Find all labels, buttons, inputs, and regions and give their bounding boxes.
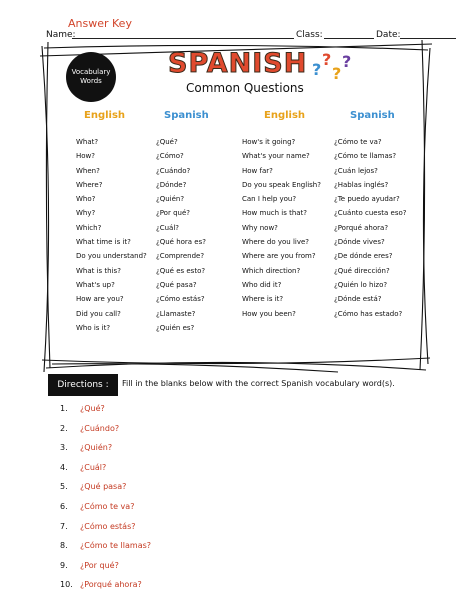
english-phrase: Who did it? — [242, 280, 282, 289]
answer-number: 4. — [60, 462, 68, 472]
directions-label: Directions : — [57, 380, 109, 390]
answer-number: 3. — [60, 443, 68, 453]
english-phrase: How far? — [242, 166, 273, 175]
spanish-phrase: ¿Hablas inglés? — [334, 180, 389, 189]
answer-item — [60, 502, 134, 511]
spanish-phrase: ¿Dónde? — [156, 180, 187, 189]
english-phrase: What's your name? — [242, 152, 310, 161]
english-phrase: Why? — [76, 209, 96, 218]
spanish-phrase: ¿Llamaste? — [156, 309, 196, 318]
spanish-phrase: ¿Qué? — [156, 138, 178, 146]
answer-number: 2. — [60, 423, 68, 433]
directions-text: Fill in the blanks below with the correct Spanish vocabulary word(s). — [122, 379, 395, 388]
english-phrase: Who? — [76, 195, 96, 204]
name-label: Name: — [46, 30, 76, 40]
spanish-phrase: ¿Quién lo hizo? — [334, 280, 388, 289]
english-phrase: How? — [76, 152, 95, 161]
answer-item — [60, 443, 112, 452]
spanish-phrase: ¿Porqué ahora? — [334, 223, 389, 232]
answer-number: 1. — [60, 404, 68, 413]
english-phrase: What's up? — [76, 280, 115, 289]
answer-text: ¿Por qué? — [80, 560, 119, 570]
answer-number: 9. — [60, 560, 68, 570]
answer-text: ¿Cuál? — [80, 462, 107, 472]
date-label: Date: — [376, 30, 401, 40]
answer-item — [60, 482, 126, 491]
spanish-phrase: ¿Cuál? — [156, 223, 179, 232]
answer-text: ¿Qué pasa? — [80, 482, 127, 492]
spanish-phrase: ¿Qué hora es? — [156, 238, 206, 247]
english-phrase: What? — [76, 138, 99, 146]
english-phrase: Do you speak English? — [242, 180, 321, 189]
english-phrase: Which? — [76, 223, 102, 232]
answer-number: 10. — [60, 580, 73, 590]
answer-text: ¿Cómo te va? — [80, 502, 135, 511]
spanish-phrase: ¿Quién es? — [156, 323, 195, 332]
spanish-phrase: ¿De dónde eres? — [334, 252, 393, 261]
english-phrase: Can I help you? — [242, 195, 297, 204]
answer-text: ¿Cómo estás? — [80, 521, 136, 531]
answer-text: ¿Cómo te llamas? — [80, 541, 152, 551]
spanish-phrase: ¿Dónde vives? — [334, 238, 385, 247]
answer-item — [60, 580, 142, 589]
col2-english-heading: English — [264, 110, 306, 121]
directions-label-box — [48, 374, 118, 396]
spanish-phrase: ¿Qué pasa? — [156, 280, 197, 289]
english-phrase: Did you call? — [76, 309, 121, 318]
english-phrase: Which direction? — [242, 266, 301, 275]
english-phrase: Where are you from? — [242, 252, 316, 261]
vocabulary-words-badge — [66, 52, 116, 102]
spanish-phrase: ¿Cómo te va? — [334, 138, 382, 146]
answer-number: 5. — [60, 482, 68, 492]
spanish-phrase: ¿Cómo? — [156, 152, 184, 161]
english-phrase: What time is it? — [76, 238, 131, 247]
answer-text: ¿Qué? — [80, 404, 105, 413]
col2-spanish-list — [334, 135, 406, 321]
spanish-phrase: ¿Dónde está? — [334, 295, 382, 304]
badge-line-2: Words — [80, 77, 102, 85]
answer-item — [60, 404, 105, 413]
spanish-phrase: ¿Te puedo ayudar? — [334, 195, 400, 204]
english-phrase: How are you? — [76, 295, 124, 304]
spanish-phrase: ¿Cuánto cuesta eso? — [334, 209, 407, 218]
answer-item — [60, 424, 119, 433]
answer-number: 8. — [60, 541, 68, 551]
answer-item — [60, 522, 136, 531]
answer-text: ¿Porqué ahora? — [80, 580, 142, 590]
col1-spanish-heading: Spanish — [164, 110, 209, 121]
answer-item — [60, 561, 119, 570]
english-phrase: Who is it? — [76, 323, 111, 332]
english-phrase: Where is it? — [242, 295, 284, 304]
page-subtitle: Common Questions — [186, 81, 304, 95]
class-label: Class: — [296, 30, 323, 40]
answer-item — [60, 541, 151, 550]
badge-line-1: Vocabulary — [71, 68, 111, 76]
english-phrase: How much is that? — [242, 209, 308, 218]
english-phrase: Where do you live? — [242, 238, 310, 247]
english-phrase: Where? — [76, 180, 103, 189]
spanish-phrase: ¿Cómo has estado? — [334, 309, 403, 318]
col1-english-list — [76, 135, 147, 335]
answer-text: ¿Cuándo? — [80, 423, 120, 433]
spanish-phrase: ¿Cuán lejos? — [334, 166, 378, 175]
english-phrase: How you been? — [242, 309, 296, 318]
col2-english-list — [242, 135, 321, 321]
english-phrase: What is this? — [76, 266, 121, 275]
worksheet-header — [46, 18, 456, 40]
spanish-phrase: ¿Cómo te llamas? — [334, 152, 397, 161]
spanish-phrase: ¿Cómo estás? — [156, 295, 205, 304]
answer-item — [60, 463, 106, 472]
english-phrase: When? — [76, 166, 100, 175]
answer-number: 7. — [60, 521, 68, 531]
col1-english-heading: English — [84, 110, 126, 121]
col2-spanish-heading: Spanish — [350, 110, 395, 121]
spanish-phrase: ¿Qué es esto? — [156, 266, 206, 275]
spanish-phrase: ¿Cuándo? — [156, 166, 191, 175]
english-phrase: Why now? — [242, 223, 278, 232]
spanish-phrase: ¿Qué dirección? — [334, 266, 390, 275]
spanish-phrase: ¿Por qué? — [156, 209, 190, 218]
english-phrase: Do you understand? — [76, 252, 147, 261]
spanish-phrase: ¿Quién? — [156, 195, 185, 204]
page-title: SPANISH — [168, 48, 308, 79]
question-marks-icon: ? ? ? ? — [312, 50, 352, 83]
answer-number: 6. — [60, 502, 68, 511]
answer-text: ¿Quién? — [80, 443, 113, 453]
col1-spanish-list — [156, 135, 206, 335]
spanish-phrase: ¿Comprende? — [156, 252, 205, 261]
answer-key-label: Answer Key — [68, 17, 132, 30]
english-phrase: How's it going? — [242, 138, 296, 146]
